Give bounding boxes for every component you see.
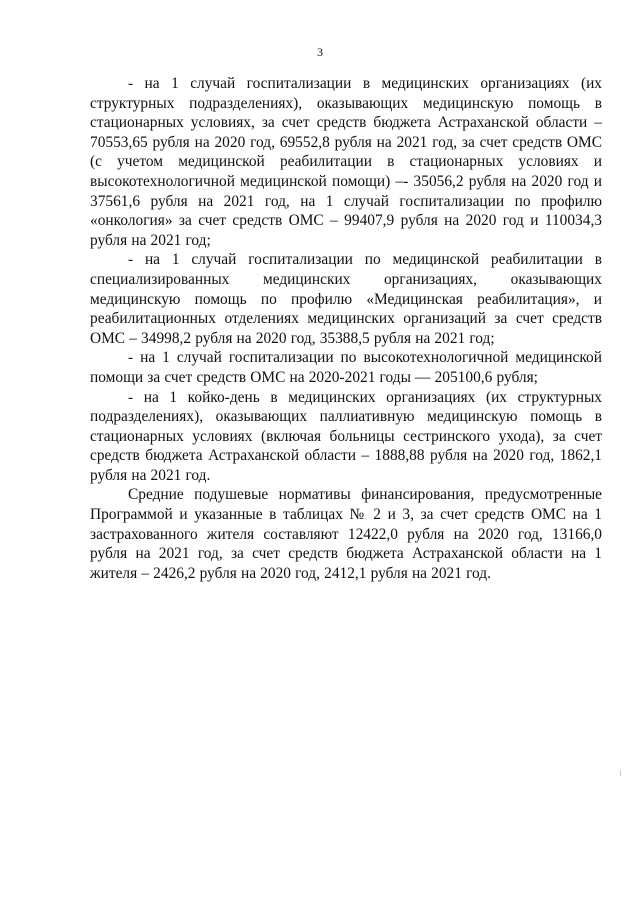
paragraph-high-tech-care: - на 1 случай госпитализации по высокотехнологичной медицинской помощи за счет средств ОМС на 2020-2021 годы — 205100,6 рубля;	[90, 349, 602, 386]
paragraph-hospitalization-case: - на 1 случай госпитализации в медицинских организациях (их структурных подразделениях), оказывающих медицинскую помощь в стационарных условиях, за счет средств бюджета Астраханской области – 70553,65 рубля на 2020 год, 69552,8 рубля на 2021 год, за счет средств ОМС (с учетом медицинской реабилитации в стационарных условиях и высокотехнологичной медицинской помощи) –- 35056,2 рубля на 2020 год и 37561,6 рубля на 2021 год, на 1 случай госпитализации по профилю «онкология» за счет средств ОМС – 99407,9 рубля на 2020 год и 110034,3 рубля на 2021 год;	[90, 75, 602, 249]
document-body	[90, 74, 602, 583]
page-number: 3	[317, 45, 323, 59]
paragraph-palliative-bed-day: - на 1 койко-день в медицинских организациях (их структурных подразделениях), оказывающих паллиативную медицинскую помощь в стационарных условиях (включая больницы сестринского ухода), за счет средств бюджета Астраханской области – 1888,88 рубля на 2020 год, 1862,1 рубля на 2021 год.	[90, 388, 602, 484]
scan-mark	[620, 770, 621, 776]
paragraph-per-capita-standards: Средние подушевые нормативы финансирования, предусмотренные Программой и указанные в таблицах № 2 и 3, за счет средств ОМС на 1 застрахованного жителя составляют 12422,0 рубля на 2020 год, 13166,0 рубля на 2021 год, за счет средств бюджета Астраханской области на 1 жителя – 2426,2 рубля на 2020 год, 2412,1 рубля на 2021 год.	[90, 486, 602, 582]
paragraph-rehabilitation-case: - на 1 случай госпитализации по медицинской реабилитации в специализированных медицинских организациях, оказывающих медицинскую помощь по профилю «Медицинская реабилитация», и реабилитационных отделениях медицинских организаций за счет средств ОМС – 34998,2 рубля на 2020 год, 35388,5 рубля на 2021 год;	[90, 251, 602, 347]
